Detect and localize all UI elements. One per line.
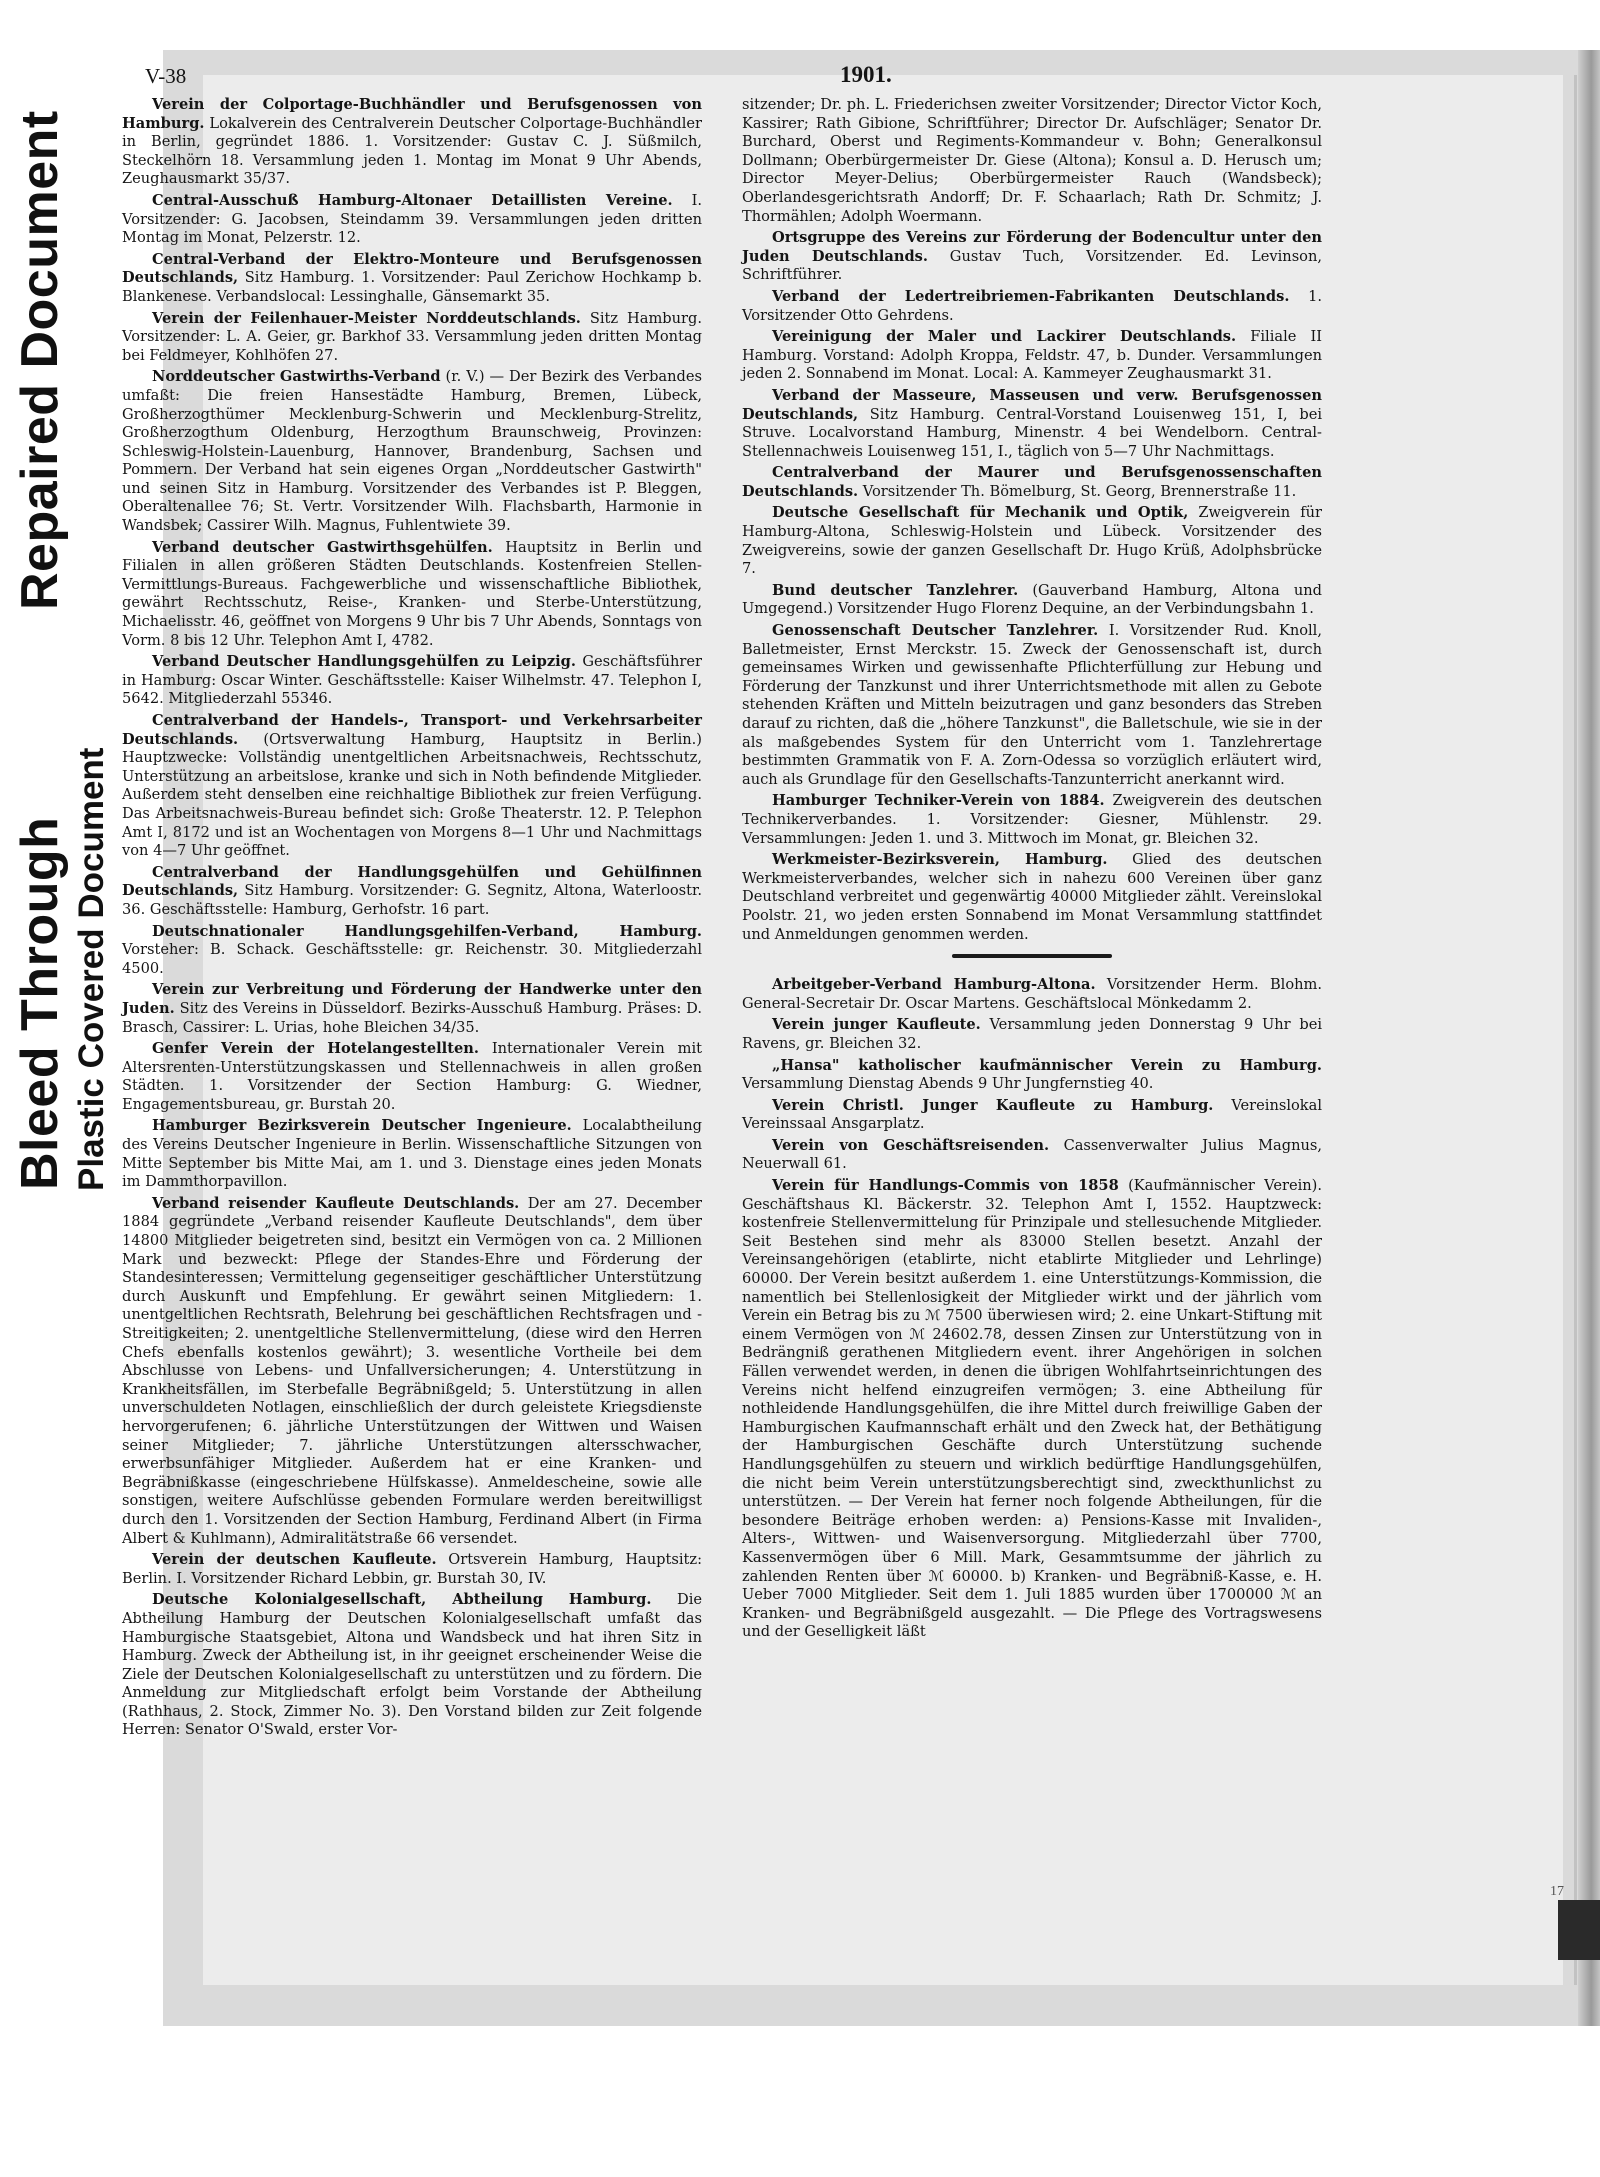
directory-entry: [122, 368, 702, 535]
entry-heading: Verein der Colportage-Buchhändler und Berufsgenossen von Hamburg.: [122, 96, 702, 132]
sheet-edge-shadow: [1578, 50, 1600, 2026]
left-column: [122, 96, 702, 1743]
directory-entry: [122, 1591, 702, 1740]
entry-heading: Werkmeister-Bezirksverein, Hamburg.: [772, 851, 1108, 869]
entry-heading: Verband der Ledertreibriemen-Fabrikanten Deutschlands.: [772, 287, 1290, 305]
directory-entry: [122, 1195, 702, 1548]
entry-heading: Verein zur Verbreitung und Förderung der Handwerke unter den Juden.: [122, 981, 702, 1017]
entry-heading: Verein für Handlungs-Commis von 1858: [772, 1177, 1119, 1195]
directory-entry: [122, 1117, 702, 1191]
entry-heading: Hamburger Techniker-Verein von 1884.: [772, 792, 1105, 810]
directory-entry: [742, 1177, 1322, 1642]
entry-body: Vereinslokal Vereinssaal Ansgarplatz.: [742, 1096, 1322, 1133]
entry-heading: Deutsche Kolonialgesellschaft, Abtheilung Hamburg.: [152, 1591, 652, 1609]
entry-body: Filiale II Hamburg. Vorstand: Adolph Kroppa, Feldstr. 47, b. Dunder. Versammlungen jeden 2. Sonnabend im Monat. Local: A. Kammeyer Zeughausmarkt 31.: [742, 328, 1323, 383]
entry-heading: Verband der Masseure, Masseusen und verw. Berufsgenossen Deutschlands,: [742, 386, 1322, 423]
entry-body: Sitz des Vereins in Düsseldorf. Bezirks-Ausschuß Hamburg. Präses: D. Brasch, Cassirer: L. Urias, hohe Bleichen 34/35.: [122, 999, 702, 1036]
entry-heading: Arbeitgeber-Verband Hamburg-Altona.: [772, 976, 1096, 994]
entry-body: Cassenverwalter Julius Magnus, Neuerwall 61.: [742, 1136, 1323, 1173]
directory-entry: [742, 622, 1322, 789]
entry-heading: Verein junger Kaufleute.: [772, 1016, 981, 1034]
entry-body: 1. Vorsitzender Otto Gehrdens.: [742, 287, 1323, 324]
directory-entry: [742, 96, 1322, 226]
entry-body: I. Vorsitzender: G. Jacobsen, Steindamm 39. Versammlungen jeden dritten Montag im Monat, Pelzerstr. 12.: [122, 191, 703, 247]
directory-entry: [122, 923, 702, 979]
entry-body: Die Abtheilung Hamburg der Deutschen Kolonialgesellschaft umfaßt das Hamburgische Staatsgebiet, Altona und Wandsbeck und hat ihren Sitz in Hamburg. Zweck der Abtheilung ist, in ihr geeignet erscheinender Weise die Ziele der Deutschen Kolonialgesellschaft zu unterstützen und zu fördern. Die Anmeldung zur Mitgliedschaft erfolgt beim Vorstande der Abtheilung (Rathhaus, 2. Stock, Zimmer No. 3). Den Vorstand bilden zur Zeit folgende Herren: Senator O'Swald, erster Vor-: [122, 1591, 703, 1739]
label-plastic-covered-document: Plastic Covered Document: [72, 747, 111, 1191]
entry-body: sitzender; Dr. ph. L. Friederichsen zweiter Vorsitzender; Director Victor Koch, Kassirer; Rath Gibione, Schriftführer; Director Dr. Aufschläger; Senator Dr. Burchard, Oberst und Regiments-Kommandeur v. Bohn; Generalkonsul Dollmann; Oberbürgermeister Dr. Giese (Altona); Konsul a. D. Herusch um; Director Meyer-Delius; Oberbürgermeister Rauch (Wandsbeck); Oberlandesgerichtsrath Andorff; Dr. F. Schaarlach; Rath Dr. Schmitz; J. Thormählen; Adolph Woermann.: [742, 96, 1322, 225]
directory-entry: [742, 1137, 1322, 1174]
entry-body: I. Vorsitzender Rud. Knoll, Balletmeister, Ernst Merckstr. 15. Zweck der Genossenschaft ist, durch gemeinsames Wirken und gewissenhafte Pflichterfüllung zur Hebung und Förderung der Tanzkunst und ihrer Unterrichtsmethode mit allen zu Gebote stehenden Kräften und Mitteln beizutragen und ganz besonders das Streben darauf zu richten, daß die „höhere Tanzkunst", die Balletschule, wie sie in der als maßgebendes System für den Unterricht vom 1. Tanzlehrertage bestimmten Grammatik von F. A. Zorn-Odessa so vorzüglich erläutert wird, auch als Grundlage für den Gesellschafts-Tanzunterricht anerkannt wird.: [742, 622, 1322, 788]
directory-entry: [742, 792, 1322, 848]
directory-entry: [742, 464, 1322, 501]
directory-entry: [742, 229, 1322, 285]
entry-body: Localabtheilung des Vereins Deutscher Ingenieure in Berlin. Wissenschaftliche Sitzungen von Mitte September bis Mitte Mai, am 1. und 3. Dienstage eines jeden Monats im Dammthorpavillon.: [122, 1117, 702, 1191]
entry-heading: Deutsche Gesellschaft für Mechanik und Optik,: [772, 504, 1189, 522]
directory-entry: [122, 310, 702, 366]
directory-entry: [122, 712, 702, 861]
directory-entry: [742, 1057, 1322, 1094]
directory-entry: [122, 1040, 702, 1114]
directory-entry: [122, 192, 702, 248]
entry-body: Der am 27. December 1884 gegründete „Verband reisender Kaufleute Deutschlands", dem über 14800 Mitglieder beigetreten sind, besitzt ein Vermögen von ca. 2 Millionen Mark und bezweckt: Pflege der Standes-Ehre und Förderung der Standesinteressen; Vermittelung gegenseitiger geschäftlicher Unterstützung durch Auskunft und Empfehlung. Er gewährt seinen Mitgliedern: 1. unentgeltlichen Rechtsrath, Belehrung bei geschäftlichen Rechtsfragen und -Streitigkeiten; 2. unentgeltliche Stellenvermittelung, (diese wird den Herren Chefs ebenfalls kostenlos gewährt); 3. wesentliche Vortheile bei dem Abschlusse von Lebens- und Unfallversicherungen; 4. Unterstützung in Krankheitsfällen, im Sterbefalle Begräbnißgeld; 5. Unterstützung in allen unverschuldeten Notlagen, einschließlich der durch geleistete Kriegsdienste hervorgerufenen; 6. jährliche Unterstützungen der Wittwen und Waisen seiner Mitglieder; 7. jährliche Unterstützungen altersschwacher, erwerbsunfähiger Mitglieder. Außerdem hat er eine Kranken- und Begräbnißkasse (eingeschriebene Hülfskasse). Anmeldescheine, sowie alle sonstigen, weitere Aufschlüsse gebenden Formulare werden bereitwilligst durch den 1. Vorsitzenden der Section Hamburg, Ferdinand Albert (in Firma Albert & Kuhlmann), Admiralitätstraße 66 versendet.: [122, 1194, 702, 1547]
entry-heading: Vereinigung der Maler und Lackirer Deutschlands.: [772, 328, 1237, 346]
directory-entry: [742, 582, 1322, 619]
entry-heading: Norddeutscher Gastwirths-Verband: [152, 368, 441, 386]
directory-entry: [742, 504, 1322, 578]
entry-heading: Verein Christl. Junger Kaufleute zu Hamburg.: [772, 1096, 1214, 1114]
entry-body: Zweigverein für Hamburg-Altona, Schleswig-Holstein und Lübeck. Vorsitzender des Zweigvereins, sowie der ganzen Gesellschaft Dr. Hugo Krüß, Adolphsbrücke 7.: [742, 504, 1322, 578]
entry-body: Zweigverein des deutschen Technikerverbandes. 1. Vorsitzender: Giesner, Mühlenstr. 29. Versammlungen: Jeden 1. und 3. Mittwoch im Monat, gr. Bleichen 32.: [742, 792, 1322, 847]
entry-body: Hauptsitz in Berlin und Filialen in allen größeren Städten Deutschlands. Kostenfreien Stellen-Vermittlungs-Bureaus. Fachgewerbliche und wissenschaftliche Bibliothek, gewährt Rechtsschutz, Reise-, Kranken- und Sterbe-Unterstützung, Michaelisstr. 46, geöffnet von Morgens 9 Uhr bis 7 Uhr Abends, Sonntags von Vorm. 8 bis 12 Uhr. Telephon Amt I, 4782.: [122, 538, 703, 649]
entry-heading: Verband reisender Kaufleute Deutschlands.: [152, 1194, 520, 1212]
entry-heading: Genossenschaft Deutscher Tanzlehrer.: [772, 622, 1099, 640]
page-year: 1901.: [840, 62, 892, 87]
entry-heading: Centralverband der Maurer und Berufsgenossenschaften Deutschlands.: [742, 464, 1322, 500]
entry-body: Versammlung jeden Donnerstag 9 Uhr bei Ravens, gr. Bleichen 32.: [742, 1016, 1322, 1052]
entry-heading: Central-Ausschuß Hamburg-Altonaer Detaillisten Vereine.: [152, 191, 673, 209]
entry-heading: Genfer Verein der Hotelangestellten.: [152, 1040, 479, 1058]
entry-heading: Verein der Feilenhauer-Meister Norddeutschlands.: [152, 309, 581, 327]
entry-heading: Bund deutscher Tanzlehrer.: [772, 581, 1019, 599]
directory-entry: [742, 1097, 1322, 1134]
directory-entry: [742, 851, 1322, 944]
directory-entry: [122, 653, 702, 709]
entry-heading: Verband Deutscher Handlungsgehülfen zu Leipzig.: [152, 653, 576, 671]
margin-mark: 17: [1550, 1884, 1564, 1899]
section-divider: [952, 954, 1112, 958]
entry-body: (Ortsverwaltung Hamburg, Hauptsitz in Berlin.) Hauptzwecke: Vollständig unentgeltlichen Arbeitsnachweis, Rechtsschutz, Unterstützung an arbeitslose, kranke und sich in Noth befindende Mitglieder. Außerdem steht denselben eine reichhaltige Bibliothek zur freien Verfügung. Das Arbeitsnachweis-Bureau befindet sich: Große Theaterstr. 12. P. Telephon Amt I, 8172 und ist an Wochentagen von Morgens 8—1 Uhr und Nachmittags von 4—7 Uhr geöffnet.: [122, 730, 702, 860]
directory-entry: [122, 1551, 702, 1588]
entry-body: (Kaufmännischer Verein). Geschäftshaus Kl. Bäckerstr. 32. Telephon Amt I, 1552. Hauptzweck: kostenfreie Stellenvermittelung für Prinzipale und stellesuchende Mitglieder. Seit Bestehen sind mehr als 83000 Stellen besetzt. Anzahl der Vereinsangehörigen (etablirte, nicht etablirte Mitglieder und Lehrlinge) 60000. Der Verein besitzt außerdem 1. eine Unterstützungs-Kommission, die namentlich bei Stellenlosigkeit der Mitglieder wirkt und der jährlich vom Verein ein Betrag bis zu ℳ 7500 überwiesen wird; 2. eine Unkart-Stiftung mit einem Vermögen von ℳ 24602.78, dessen Zinsen zur Unterstützung von in Bedrängniß gerathenen Mitgliedern event. ihrer Angehörigen in solchen Fällen verwendet werden, in denen die übrigen Wohlfahrtseinrichtungen des Vereins nicht helfend einzugreifen vermögen; 3. eine Abtheilung für nothleidende Handlungsgehülfen, die ihre Mittel durch freiwillige Gaben der Hamburgischen Kaufmannschaft erhält und den Zweck hat, der Bethätigung der Hamburgischen Geschäfte durch Unterstützung suchende Handlungsgehülfen zu steuern und wirklich bedürftige Handlungsgehülfen, die nicht beim Verein unterstützungsberechtigt sind, zweckthunlichst zu unterstützen. — Der Verein hat ferner noch folgende Abtheilungen, für die besondere Beiträge erhoben werden: a) Pensions-Kasse mit Invaliden-, Alters-, Wittwen- und Waisenversorgung. Mitgliederzahl über 7700, Kassenvermögen über 6 Mill. Mark, Gesammtsumme der jährlich zu zahlenden Renten über ℳ 60000. b) Kranken- und Begräbniß-Kasse, e. H. Ueber 7000 Mitglieder. Seit dem 1. Juli 1885 wurden über 1700000 ℳ an Kranken- und Begräbnißgeld ausgezahlt. — Die Pflege des Vortragswesens und der Geselligkeit läßt: [742, 1177, 1323, 1641]
entry-body: Sitz Hamburg. 1. Vorsitzender: Paul Zerichow Hochkamp b. Blankenese. Verbandslocal: Lessinghalle, Gänsemarkt 35.: [122, 269, 702, 305]
entry-body: (Gauverband Hamburg, Altona und Umgegend.) Vorsitzender Hugo Florenz Dequine, an der Verbindungsbahn 1.: [742, 581, 1322, 618]
entry-body: Glied des deutschen Werkmeisterverbandes, welcher sich in nahezu 600 Vereinen über ganz Deutschland verbreitet und gegenwärtig 40000 Mitglieder zählt. Vereinslokal Poolstr. 21, wo jeden ersten Sonnabend im Monat Versammlung stattfindet und Anmeldungen genommen werden.: [742, 851, 1322, 943]
entry-body: Lokalverein des Centralverein Deutscher Colportage-Buchhändler in Berlin, gegründet 1886. 1. Vorsitzender: Gustav C. J. Süßmilch, Steckelhörn 18. Versammlung jeden 1. Montag im Monat 9 Uhr Abends, Zeughausmarkt 35/37.: [122, 114, 702, 188]
label-bleed-through: Bleed Through: [11, 816, 69, 1190]
directory-entry: [742, 387, 1322, 461]
entry-heading: Centralverband der Handels-, Transport- und Verkehrsarbeiter Deutschlands.: [122, 712, 702, 748]
entry-heading: Central-Verband der Elektro-Monteure und Berufsgenossen Deutschlands,: [122, 250, 702, 287]
entry-heading: „Hansa" katholischer kaufmännischer Verein zu Hamburg.: [772, 1056, 1322, 1074]
directory-entry: [122, 864, 702, 920]
entry-heading: Deutschnationaler Handlungsgehilfen-Verband, Hamburg.: [152, 922, 702, 940]
entry-body: Sitz Hamburg. Vorsitzender: G. Segnitz, Altona, Waterloostr. 36. Geschäftsstelle: Hamburg, Gerhofstr. 16 part.: [122, 882, 703, 918]
right-column: [742, 96, 1322, 1645]
entry-body: Internationaler Verein mit Altersrenten-Unterstützungskassen und Stellennachweis in allen großen Städten. 1. Vorsitzender der Section Hamburg: G. Wiedner, Engagementsbureau, gr. Burstah 20.: [122, 1040, 703, 1113]
entry-heading: Verein der deutschen Kaufleute.: [152, 1551, 437, 1569]
directory-entry: [742, 976, 1322, 1013]
page-number: V-38: [145, 64, 187, 88]
entry-heading: Verband deutscher Gastwirthsgehülfen.: [152, 538, 493, 556]
page-edge-rule: [1574, 75, 1577, 1985]
entry-body: Vorsitzender Herm. Blohm. General-Secretair Dr. Oscar Martens. Geschäftslocal Mönkedamm 2.: [742, 976, 1323, 1012]
entry-body: Vorsitzender Th. Bömelburg, St. Georg, Brennerstraße 11.: [862, 482, 1297, 500]
directory-entry: [742, 288, 1322, 325]
entry-body: Geschäftsführer in Hamburg: Oscar Winter. Geschäftsstelle: Kaiser Wilhelmstr. 47. Telephon I, 5642. Mitgliederzahl 55346.: [122, 653, 702, 708]
entry-body: Ortsverein Hamburg, Hauptsitz: Berlin. I. Vorsitzender Richard Lebbin, gr. Burstah 30, IV.: [122, 1551, 702, 1587]
entry-heading: Centralverband der Handlungsgehülfen und Gehülfinnen Deutschlands,: [122, 863, 702, 900]
entry-heading: Ortsgruppe des Vereins zur Förderung der Bodencultur unter den Juden Deutschlands.: [742, 229, 1322, 265]
directory-entry: [122, 981, 702, 1037]
edge-smudge: [1558, 1900, 1600, 1960]
directory-entry: [742, 328, 1322, 384]
entry-body: Sitz Hamburg. Central-Vorstand Louisenweg 151, I, bei Struve. Localvorstand Hamburg, Minenstr. 4 bei Wendelborn. Central-Stellennachweis Louisenweg 151, I., täglich von 5—7 Uhr Nachmittags.: [742, 405, 1322, 460]
entry-body: Vorsteher: B. Schack. Geschäftsstelle: gr. Reichenstr. 30. Mitgliederzahl 4500.: [122, 941, 702, 977]
directory-entry: [122, 539, 702, 651]
entry-body: (r. V.) — Der Bezirk des Verbandes umfaßt: Die freien Hansestädte Hamburg, Bremen, Lübeck, Großherzogthümer Mecklenburg-Schwerin und Mecklenburg-Strelitz, Großherzogthum Oldenburg, Herzogthum Braunschweig, Provinzen: Schleswig-Holstein-Lauenburg, Hannover, Brandenburg, Sachsen und Pommern. Der Verband hat sein eigenes Organ „Norddeutscher Gastwirth" und seinen Sitz in Hamburg. Vorsitzender des Verbandes ist P. Bleggen, Oberaltenallee 76; St. Vertr. Vorsitzender Wilh. Flachsbarth, Harmonie in Wandsbek; Cassirer Wilh. Magnus, Fuhlentwiete 39.: [122, 368, 702, 535]
directory-entry: [742, 1016, 1322, 1053]
entry-body: Sitz Hamburg. Vorsitzender: L. A. Geier, gr. Barkhof 33. Versammlung jeden dritten Montag bei Feldmeyer, Kohlhöfen 27.: [122, 309, 702, 364]
entry-heading: Hamburger Bezirksverein Deutscher Ingenieure.: [152, 1117, 572, 1135]
entry-body: Versammlung Dienstag Abends 9 Uhr Jungfernstieg 40.: [742, 1075, 1154, 1093]
entry-body: Gustav Tuch, Vorsitzender. Ed. Levinson, Schriftführer.: [742, 247, 1323, 284]
entry-heading: Verein von Geschäftsreisenden.: [772, 1136, 1050, 1154]
directory-entry: [122, 251, 702, 307]
label-repaired-document: Repaired Document: [11, 110, 69, 610]
directory-entry: [122, 96, 702, 189]
